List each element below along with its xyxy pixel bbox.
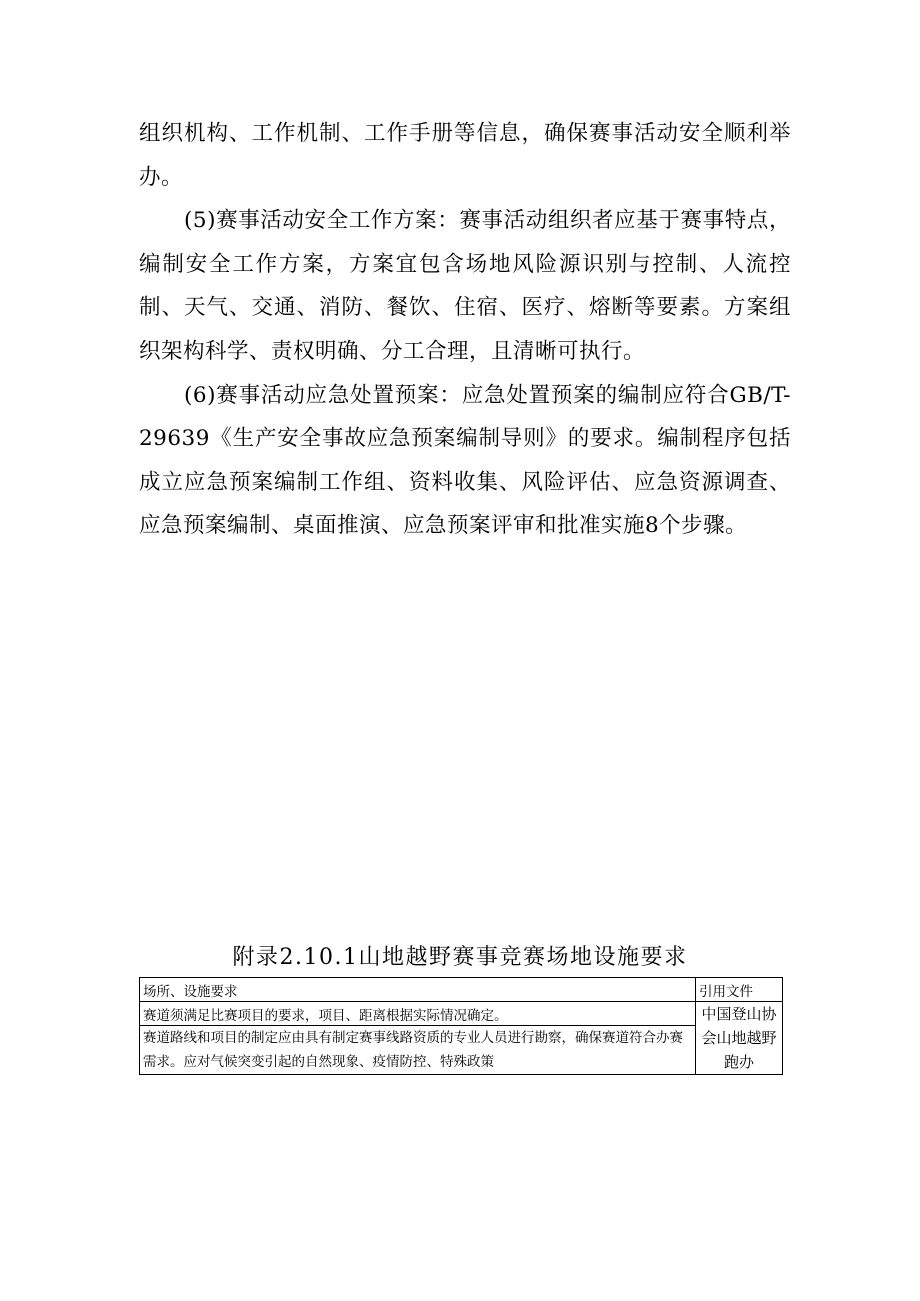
header-requirements: 场所、设施要求: [140, 978, 696, 1002]
table-row: [140, 1002, 783, 1026]
appendix-title: 附录2.10.1山地越野赛事竞赛场地设施要求: [232, 945, 688, 970]
paragraph-2: (5)赛事活动安全工作方案：赛事活动组织者应基于赛事特点，编制安全工作方案，方案宜包含场地风险源识别与控制、人流控制、天气、交通、消防、餐饮、住宿、医疗、熔断等要素。方案组织架构科学、责权明确、分工合理，且清晰可执行。: [139, 208, 791, 364]
reference-doc-cell: 中国登山协会山地越野跑办: [696, 1002, 783, 1075]
table-cell: 赛道须满足比赛项目的要求，项目、距离根据实际情况确定。: [140, 1002, 696, 1026]
body-text: [139, 112, 791, 548]
paragraph-1: 组织机构、工作机制、工作手册等信息，确保赛事活动安全顺利举办。: [139, 121, 791, 190]
table-row: [140, 1026, 783, 1075]
header-reference: 引用文件: [696, 978, 783, 1002]
table-header-row: [140, 978, 783, 1002]
table-cell: 赛道路线和项目的制定应由具有制定赛事线路资质的专业人员进行勘察，确保赛道符合办赛需求。应对气候突变引起的自然现象、疫情防控、特殊政策: [140, 1026, 696, 1075]
requirements-table: [139, 977, 783, 1075]
paragraph-3: (6)赛事活动应急处置预案：应急处置预案的编制应符合GB/T-29639《生产安全事故应急预案编制导则》的要求。编制程序包括成立应急预案编制工作组、资料收集、风险评估、应急资源调查、应急预案编制、桌面推演、应急预案评审和批准实施8个步骤。: [139, 382, 791, 539]
